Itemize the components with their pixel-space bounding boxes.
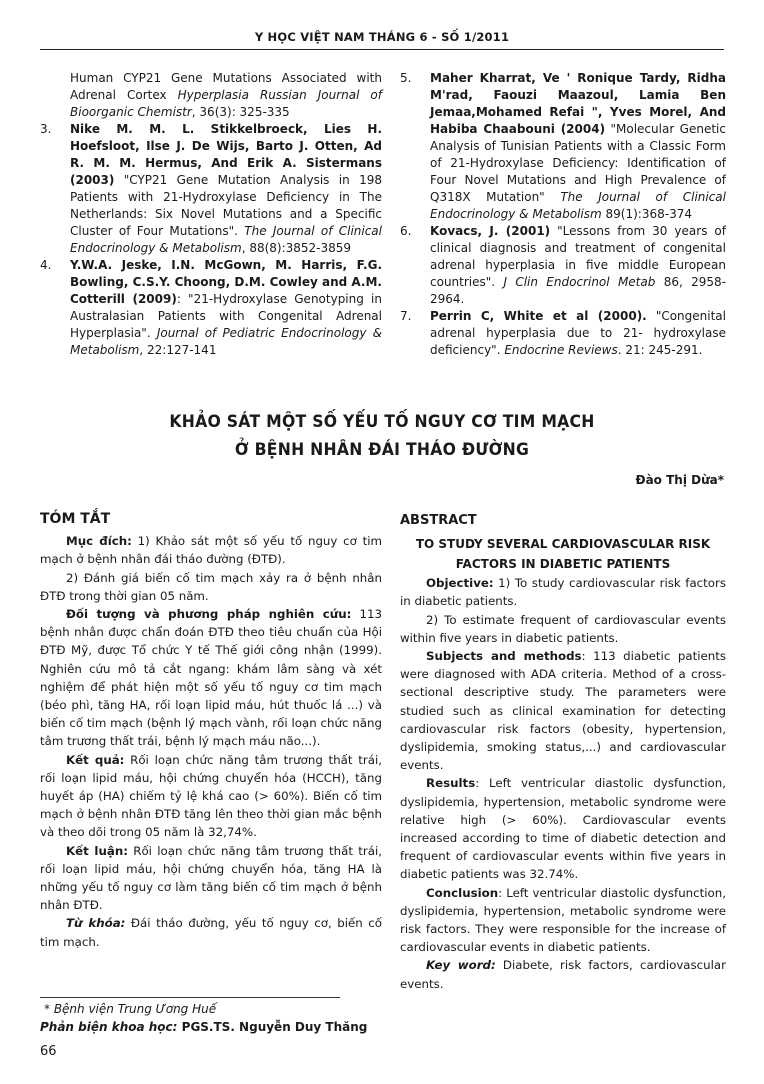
summary-heading: TÓM TẮT [40, 511, 111, 527]
affiliation-footnote: * Bệnh viện Trung Ương Huế [44, 1002, 217, 1016]
keywords-paragraph: Từ khóa: Đái tháo đường, yếu tố nguy cơ, biến cố tim mạch. [40, 916, 382, 949]
references-left [40, 70, 382, 359]
reference-item: 5. Maher Kharrat, Ve ' Ronique Tardy, Ridha M'rad, Faouzi Maazoul, Lamia Ben Jemaa,Mohamed Refai ", Yves Morel, And Habiba Chaabouni (2004) "Molecular Genetic Analysis of Tunisian Patients with a Classic Form of 21-Hydroxylase Deficiency: Identification of Four Novel Mutations and High Prevalence of Q318X Mutation" The Journal of Clinical Endocrinology & Metabolism 89(1):368-374 [400, 71, 726, 221]
abstract-heading: ABSTRACT [400, 513, 477, 528]
purpose-paragraph-2: 2) Đánh giá biến cố tim mạch xảy ra ở bệnh nhân ĐTĐ trong thời gian 05 năm. [40, 570, 382, 603]
reference-item: Human CYP21 Gene Mutations Associated with Adrenal Cortex Hyperplasia Russian Journal of Bioorganic Chemistr, 36(3): 325-335 [70, 71, 382, 119]
conclusion-paragraph: Conclusion: Left ventricular diastolic dysfunction, dyslipidemia, hypertension, metabolic syndrome were risk factors. They were responsible for the increase of cardiovascular events in diabetic patients. [400, 885, 726, 955]
purpose-paragraph: Mục đích: 1) Khảo sát một số yếu tố nguy cơ tim mạch ở bệnh nhân đái tháo đường (ĐTĐ). [40, 534, 383, 567]
article-title-line1: KHẢO SÁT MỘT SỐ YẾU TỐ NGUY CƠ TIM MẠCH [169, 412, 595, 432]
abstract-en [400, 512, 726, 993]
header-rule [40, 49, 724, 50]
article-title-line2: Ở BỆNH NHÂN ĐÁI THÁO ĐƯỜNG [234, 440, 530, 460]
references-right [400, 70, 726, 359]
objective-paragraph-2: 2) To estimate frequent of cardiovascular events within five years in diabetic patients. [400, 612, 726, 645]
abstract-title-line1: TO STUDY SEVERAL CARDIOVASCULAR RISK [415, 537, 711, 552]
reviewer-footnote: Phản biện khoa học: PGS.TS. Nguyễn Duy Thăng [40, 1020, 368, 1034]
results-paragraph: Results: Left ventricular diastolic dysfunction, dyslipidemia, hypertension, metabolic syndrome were relative high (> 60%). Cardiovascular events increased according to time of diabetic detection and frequent of cardiovascular events within five years in diabetic patients was 32.74%. [400, 776, 726, 882]
objective-paragraph: Objective: 1) To study cardiovascular risk factors in diabetic patients. [400, 576, 726, 609]
summary-vi [40, 510, 382, 951]
journal-header: Y HỌC VIỆT NAM THÁNG 6 - SỐ 1/2011 [254, 30, 510, 44]
reference-item: 3. Nike M. M. L. Stikkelbroeck, Lies H. Hoefsloot, Ilse J. De Wijs, Barto J. Otten, Ad R. M. M. Hermus, And Erik A. Sistermans (2003) "CYP21 Gene Mutation Analysis in 198 Patients with 21-Hydroxylase Deficiency in The Netherlands: Six Novel Mutations and a Specific Cluster of Four Mutations". The Journal of Clinical Endocrinology & Metabolism, 88(8):3852-3859 [40, 122, 382, 255]
methods-paragraph: Subjects and methods: 113 diabetic patients were diagnosed with ADA criteria. Method of a cross-sectional descriptive study. The parameters were studied such as clinical examination for detecting cardiovascular risk factors (obesity, hypertension, dyslipidemia, smoking status,...) and cardiovascular events. [400, 649, 726, 773]
reference-item: 7. Perrin C, White et al (2000). "Congenital adrenal hyperplasia due to 21- hydroxylase deficiency". Endocrine Reviews. 21: 245-291. [400, 309, 726, 357]
conclusion-paragraph: Kết luận: Rối loạn chức năng tâm trương thất trái, rối loạn lipid máu, hội chứng chuyển hóa, tăng HA là những yếu tố nguy cơ làm tăng biến cố tim mạch ở bệnh nhân ĐTĐ. [40, 843, 382, 913]
methods-paragraph: Đối tượng và phương pháp nghiên cứu: 113 bệnh nhân được chẩn đoán ĐTĐ theo tiêu chuẩn của Hội ĐTĐ Mỹ, được Tổ chức Y tế Thế giới công nhận (1999). Nghiên cứu mô tả cắt ngang: khám lâm sàng và xét nghiệm để phát hiện một số yếu tố nguy cơ tim mạch (béo phì, tăng HA, rối loạn lipid máu, hút thuốc lá ...) và biến cố tim mạch (bệnh lý mạch vành, rối loạn chức năng tâm trương thất trái, bệnh lý mạch máu não...). [40, 607, 382, 749]
keywords-paragraph: Key word: Diabete, risk factors, cardiovascular events. [400, 958, 726, 991]
results-paragraph: Kết quả: Rối loạn chức năng tâm trương thất trái, rối loạn lipid máu, hội chứng chuyển hóa (HCCH), tăng huyết áp (HA) chiếm tỷ lệ khá cao (> 60%). Biến cố tim mạch ở bệnh nhân ĐTĐ tăng lên theo thời gian mắc bệnh và theo dõi trong 05 năm là 32,74%. [40, 752, 382, 840]
reference-item: 6. Kovacs, J. (2001) "Lessons from 30 years of clinical diagnosis and treatment of congenital adrenal hyperplasia in five middle European countries". J Clin Endocrinol Metab 86, 2958-2964. [400, 224, 727, 306]
author: Đào Thị Dừa* [635, 473, 724, 487]
abstract-title-line2: FACTORS IN DIABETIC PATIENTS [455, 557, 671, 572]
page-number: 66 [40, 1044, 57, 1059]
reference-item: 4. Y.W.A. Jeske, I.N. McGown, M. Harris, F.G. Bowling, C.S.Y. Choong, D.M. Cowley and A.M. Cotterill (2009): "21-Hydroxylase Genotyping in Australasian Patients with Congenital Adrenal Hyperplasia". Journal of Pediatric Endocrinology & Metabolism, 22:127-141 [40, 258, 382, 357]
footnote-rule [40, 997, 340, 998]
